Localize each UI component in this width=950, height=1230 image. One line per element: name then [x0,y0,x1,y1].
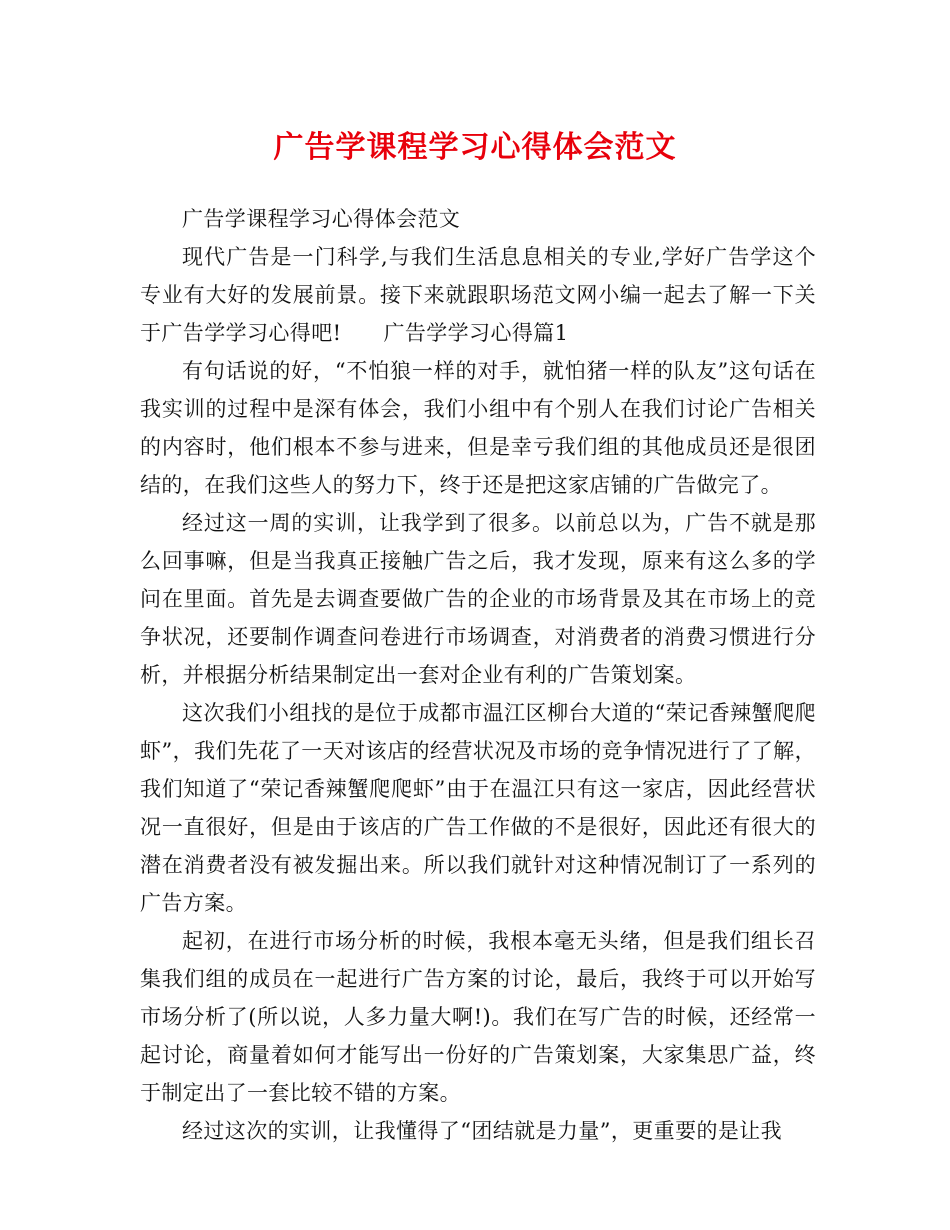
paragraph-intro-text: 现代广告是一门科学,与我们生活息息相关的专业,学好广告学这个专业有大好的发展前景。接下来就跟职场范文网小编一起去了解一下关于广告学学习心得吧! [140,245,816,345]
paragraph-subtitle: 广告学课程学习心得体会范文 [182,207,461,231]
paragraph-project: 这次我们小组找的是位于成都市温江区柳台大道的“荣记香辣蟹爬爬虾”，我们先花了一天对该店的经营状况及市场的竞争情况进行了了解，我们知道了“荣记香辣蟹爬爬虾”由于在温江只有这一家店，因此经营状况一直很好，但是由于该店的广告工作做的不是很好，因此还有很大的潜在消费者没有被发掘出来。所以我们就针对这种情况制订了一系列的广告方案。 [140,701,816,915]
paragraph-intro [140,238,816,352]
paragraph-conclusion: 经过这次的实训，让我懂得了“团结就是力量”，更重要的是让我 [182,1119,783,1143]
paragraph-teamwork: 有句话说的好，“不怕狼一样的对手，就怕猪一样的队友”这句话在我实训的过程中是深有体会，我们小组中有个别人在我们讨论广告相关的内容时，他们根本不参与进来，但是幸亏我们组的其他成员还是很团结的，在我们这些人的努力下，终于还是把这家店铺的广告做完了。 [140,359,816,497]
document-title: 广告学课程学习心得体会范文 [273,130,677,165]
document-body [140,200,816,1150]
paragraph-analysis: 起初，在进行市场分析的时候，我根本毫无头绪，但是我们组长召集我们组的成员在一起进行广告方案的讨论，最后，我终于可以开始写市场分析了(所以说，人多力量大啊!)。我们在写广告的时候，还经常一起讨论，商量着如何才能写出一份好的广告策划案，大家集思广益，终于制定出了一套比较不错的方案。 [140,929,816,1105]
section-heading-1: 广告学学习心得篇1 [383,321,569,345]
paragraph-learning: 经过这一周的实训，让我学到了很多。以前总以为，广告不就是那么回事嘛，但是当我真正接触广告之后，我才发现，原来有这么多的学问在里面。首先是去调查要做广告的企业的市场背景及其在市场上的竞争状况，还要制作调查问卷进行市场调查，对消费者的消费习惯进行分析，并根据分析结果制定出一套对企业有利的广告策划案。 [140,511,816,687]
